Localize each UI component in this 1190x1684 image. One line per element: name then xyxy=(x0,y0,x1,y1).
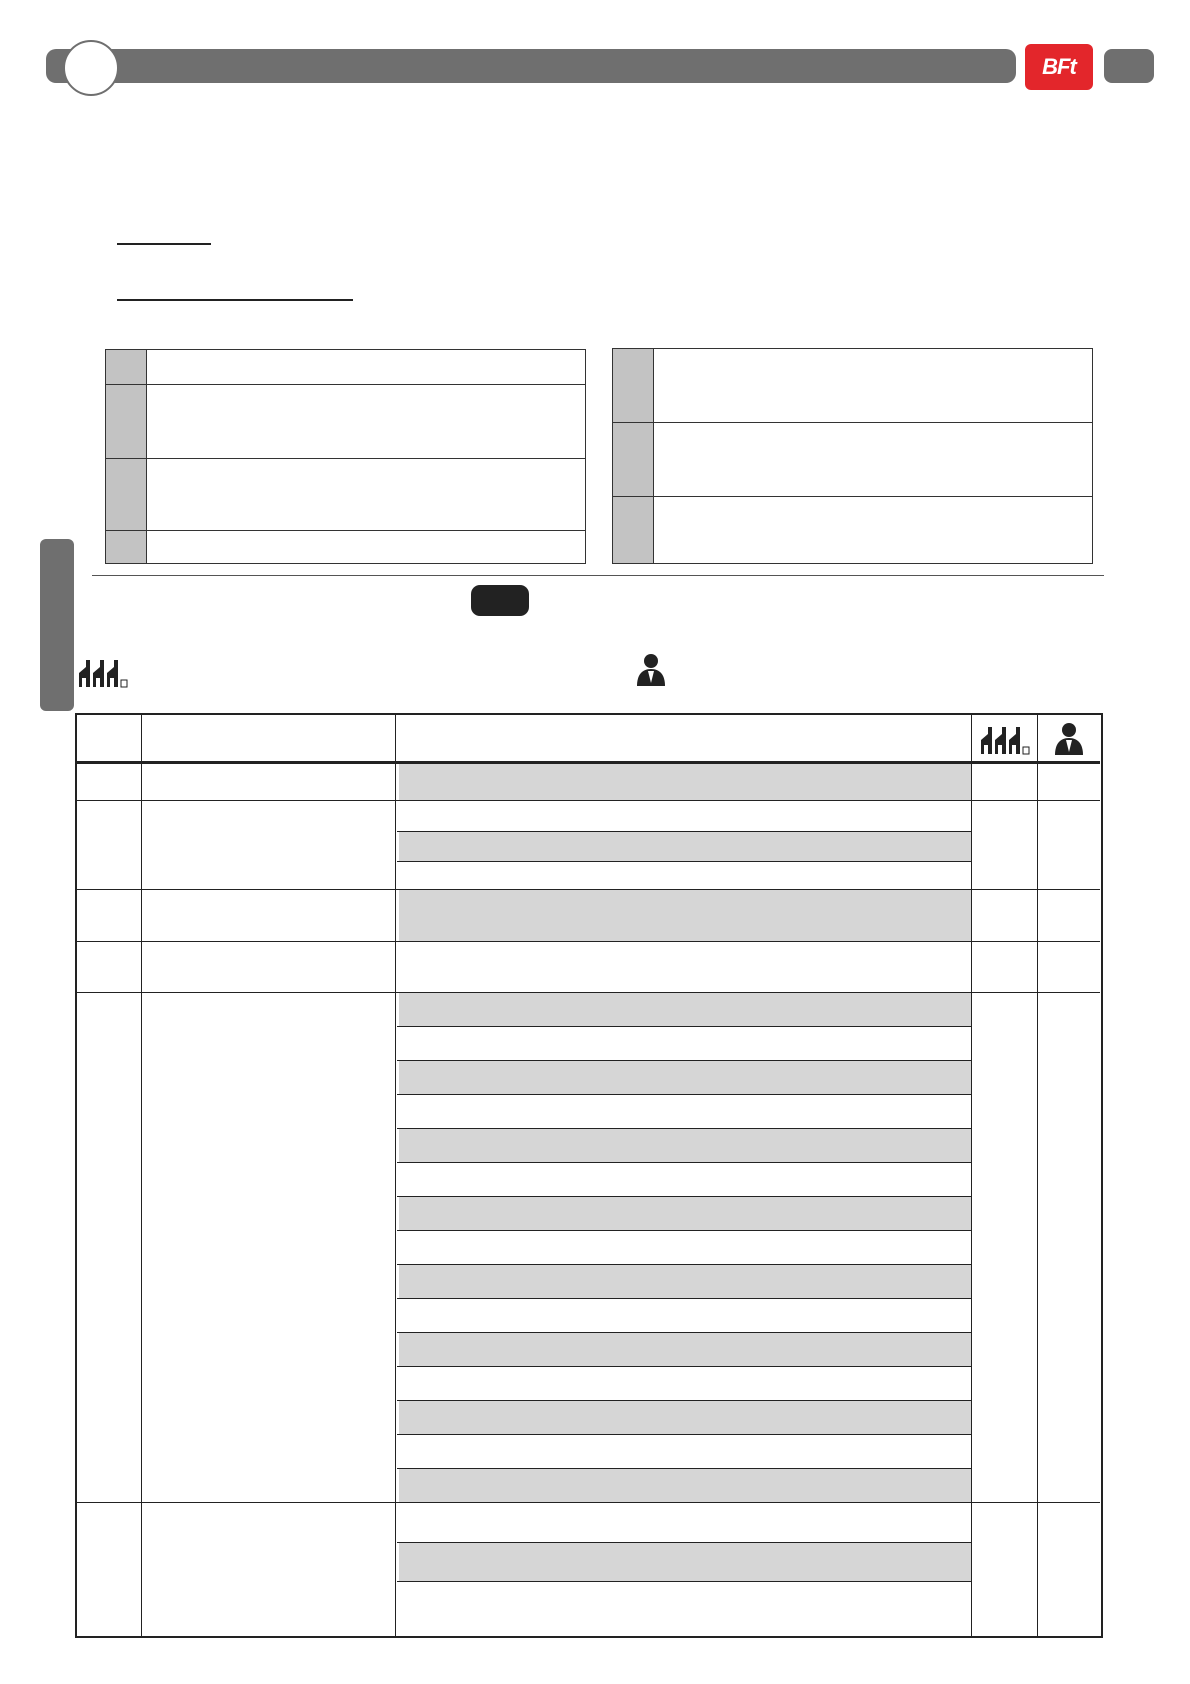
legend-value xyxy=(152,350,581,384)
section-subheading-underline xyxy=(117,299,353,301)
table-column-divider xyxy=(1037,715,1038,1636)
table-option-divider xyxy=(397,831,971,832)
header-bar xyxy=(46,49,1016,83)
factory-icon xyxy=(78,656,130,688)
table-row-divider xyxy=(77,1502,1100,1503)
table-option-divider xyxy=(397,1366,971,1367)
table-option-divider xyxy=(397,1128,971,1129)
legend-key xyxy=(613,423,654,496)
section-heading-underline xyxy=(117,243,211,245)
legend-left-row xyxy=(106,385,585,459)
legend-value xyxy=(152,459,581,530)
table-cell-shade xyxy=(399,763,971,800)
legend-value xyxy=(659,423,1088,496)
table-column-divider xyxy=(971,715,972,1636)
table-column-divider xyxy=(141,715,142,1636)
legend-key xyxy=(106,350,147,384)
table-cell-shade xyxy=(399,1196,971,1230)
brand-logo: BFt xyxy=(1025,44,1093,90)
table-cell-shade xyxy=(399,1400,971,1434)
table-option-divider xyxy=(397,1298,971,1299)
legend-left-row xyxy=(106,459,585,531)
page-number-badge xyxy=(63,40,119,96)
table-option-divider xyxy=(397,1264,971,1265)
table-header-divider xyxy=(77,761,1100,764)
table-cell-shade xyxy=(399,890,971,941)
key-button-graphic xyxy=(471,585,529,616)
table-option-divider xyxy=(397,1060,971,1061)
table-cell-shade xyxy=(399,1128,971,1162)
table-option-divider xyxy=(397,1162,971,1163)
legend-key xyxy=(613,349,654,422)
table-option-divider xyxy=(397,1542,971,1543)
legend-right-row xyxy=(613,423,1092,497)
user-icon xyxy=(1053,722,1085,756)
legend-right xyxy=(612,348,1093,564)
table-option-divider xyxy=(397,1434,971,1435)
legend-value xyxy=(659,497,1088,563)
table-option-divider xyxy=(397,1468,971,1469)
legend-value xyxy=(659,349,1088,422)
table-cell-shade xyxy=(399,1332,971,1366)
table-option-divider xyxy=(397,1332,971,1333)
table-cell-shade xyxy=(399,1468,971,1502)
legend-value xyxy=(152,531,581,563)
table-cell-shade xyxy=(399,831,971,861)
table-option-divider xyxy=(397,1094,971,1095)
legend-left-row xyxy=(106,531,585,563)
table-option-divider xyxy=(397,1196,971,1197)
legend-value xyxy=(152,385,581,458)
legend-key xyxy=(106,531,147,563)
legend-key xyxy=(106,385,147,458)
legend-right-row xyxy=(613,349,1092,423)
table-cell-shade xyxy=(399,1060,971,1094)
factory-icon xyxy=(980,723,1032,755)
table-cell-shade xyxy=(399,992,971,1026)
legend-key xyxy=(613,497,654,563)
user-icon xyxy=(635,653,667,687)
divider xyxy=(92,575,1104,576)
table-option-divider xyxy=(397,1400,971,1401)
header-bar-end xyxy=(1104,49,1154,83)
table-option-divider xyxy=(397,1230,971,1231)
legend-left xyxy=(105,349,586,564)
table-row-divider xyxy=(77,992,1100,993)
legend-left-row xyxy=(106,350,585,385)
side-language-tab xyxy=(40,539,74,711)
table-option-divider xyxy=(397,1026,971,1027)
table-row-divider xyxy=(77,800,1100,801)
table-cell-shade xyxy=(399,1542,971,1581)
parameters-table xyxy=(75,713,1103,1638)
table-row-divider xyxy=(77,889,1100,890)
table-column-divider xyxy=(395,715,396,1636)
table-option-divider xyxy=(397,1581,971,1582)
table-cell-shade xyxy=(399,1264,971,1298)
table-row-divider xyxy=(77,941,1100,942)
legend-key xyxy=(106,459,147,530)
table-option-divider xyxy=(397,861,971,862)
legend-right-row xyxy=(613,497,1092,563)
